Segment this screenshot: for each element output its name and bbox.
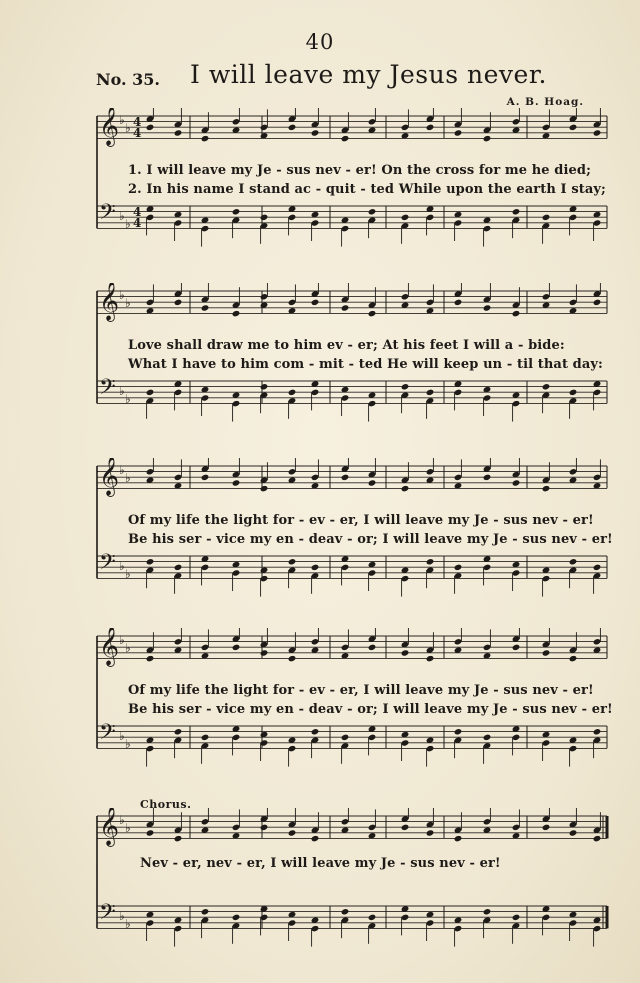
note-head (426, 558, 435, 565)
note-head (311, 728, 320, 735)
system-1-verse-2: 2. In his name I stand ac - quit - ted While upon the earth I stay; (128, 182, 606, 197)
note-head (174, 835, 183, 842)
bass-clef-icon: 𝄢 (99, 200, 116, 230)
note-head (454, 129, 463, 136)
note-head (146, 124, 155, 131)
note-head (368, 310, 377, 317)
note-head (368, 479, 377, 486)
note-head (288, 655, 297, 662)
note-head (146, 829, 155, 836)
note-head (311, 564, 320, 571)
chorus-label: Chorus. (140, 798, 192, 811)
note-head (426, 655, 435, 662)
note-head (512, 644, 521, 651)
note-head (483, 304, 492, 311)
system-5-staves (0, 808, 640, 968)
note-head (593, 129, 602, 136)
note-head (311, 299, 320, 306)
note-head (174, 299, 183, 306)
note-head (341, 734, 350, 741)
note-head (341, 908, 350, 915)
note-head (341, 474, 350, 481)
bass-clef-icon: 𝄢 (99, 720, 116, 750)
flat-icon: ♭ (119, 559, 125, 573)
note-head (288, 829, 297, 836)
system-2-verse-2: What I have to him com - mit - ted He will keep un - til that day: (128, 357, 603, 372)
time-signature: 4 (133, 216, 142, 230)
note-head (260, 824, 269, 831)
note-head (569, 124, 578, 131)
system-4-verse-1: Of my life the light for - ev - er, I will leave my Je - sus nev - er! (128, 683, 594, 698)
system-3-verse-1: Of my life the light for - ev - er, I will leave my Je - sus nev - er! (128, 513, 594, 528)
note-head (341, 135, 350, 142)
note-head (426, 124, 435, 131)
note-head (146, 389, 155, 396)
note-head (401, 485, 410, 492)
note-head (569, 655, 578, 662)
note-head (454, 835, 463, 842)
note-head (483, 135, 492, 142)
note-head (288, 389, 297, 396)
system-1-verse-1: 1. I will leave my Je - sus nev - er! On the cross for me he died; (128, 163, 591, 178)
note-head (454, 564, 463, 571)
system-2-verse-1: Love shall draw me to him ev - er; At his feet I will a - bide: (128, 338, 565, 353)
time-signature: 4 (133, 115, 142, 129)
time-signature: 4 (133, 205, 142, 219)
note-head (401, 214, 410, 221)
note-head (593, 728, 602, 735)
flat-icon: ♭ (119, 384, 125, 398)
flat-icon: ♭ (125, 821, 131, 835)
note-head (569, 389, 578, 396)
flat-icon: ♭ (119, 729, 125, 743)
note-head (288, 558, 297, 565)
flat-icon: ♭ (125, 917, 131, 931)
note-head (341, 304, 350, 311)
treble-clef-icon: 𝄞 (99, 108, 120, 146)
flat-icon: ♭ (125, 121, 131, 135)
note-head (146, 655, 155, 662)
note-head (512, 310, 521, 317)
bass-clef-icon: 𝄢 (99, 375, 116, 405)
note-head (232, 914, 241, 921)
flat-icon: ♭ (125, 392, 131, 406)
note-head (368, 644, 377, 651)
note-head (311, 129, 320, 136)
flat-icon: ♭ (119, 113, 125, 127)
note-head (174, 129, 183, 136)
note-head (368, 914, 377, 921)
flat-icon: ♭ (125, 296, 131, 310)
flat-icon: ♭ (119, 813, 125, 827)
note-head (542, 214, 551, 221)
note-head (260, 383, 269, 390)
note-head (569, 558, 578, 565)
note-head (512, 479, 521, 486)
note-head (201, 908, 210, 915)
note-head (593, 564, 602, 571)
page-number: 40 (305, 30, 335, 54)
note-head (401, 824, 410, 831)
treble-clef-icon: 𝄞 (99, 458, 120, 496)
note-head (174, 728, 183, 735)
note-head (483, 474, 492, 481)
note-head (174, 564, 183, 571)
note-head (232, 208, 241, 215)
note-head (542, 383, 551, 390)
note-head (368, 208, 377, 215)
bass-clef-icon: 𝄢 (99, 900, 116, 930)
note-head (426, 389, 435, 396)
treble-clef-icon: 𝄞 (99, 628, 120, 666)
note-head (454, 299, 463, 306)
note-head (201, 135, 210, 142)
hymn-author: A. B. Hoag. (506, 96, 584, 108)
note-head (201, 304, 210, 311)
note-head (232, 644, 241, 651)
final-bar (606, 816, 609, 838)
flat-icon: ♭ (125, 217, 131, 231)
note-head (512, 208, 521, 215)
flat-icon: ♭ (125, 737, 131, 751)
flat-icon: ♭ (119, 633, 125, 647)
treble-clef-icon: 𝄞 (99, 808, 120, 846)
note-head (542, 649, 551, 656)
note-head (483, 908, 492, 915)
flat-icon: ♭ (125, 471, 131, 485)
note-head (260, 214, 269, 221)
flat-icon: ♭ (125, 567, 131, 581)
note-head (232, 310, 241, 317)
note-head (260, 649, 269, 656)
bass-clef-icon: 𝄢 (99, 550, 116, 580)
note-head (401, 383, 410, 390)
note-head (593, 299, 602, 306)
final-bar (606, 906, 609, 928)
note-head (542, 824, 551, 831)
note-head (512, 914, 521, 921)
time-signature: 4 (133, 126, 142, 140)
note-head (569, 829, 578, 836)
hymn-title: I will leave my Jesus never. (190, 60, 547, 89)
note-head (232, 479, 241, 486)
hymn-number: No. 35. (96, 70, 160, 89)
treble-clef-icon: 𝄞 (99, 283, 120, 321)
note-head (201, 474, 210, 481)
note-head (483, 734, 492, 741)
note-head (593, 835, 602, 842)
note-head (311, 835, 320, 842)
flat-icon: ♭ (119, 209, 125, 223)
note-head (401, 649, 410, 656)
note-head (542, 485, 551, 492)
note-head (146, 558, 155, 565)
chorus-lyric: Nev - er, nev - er, I will leave my Je - sus nev - er! (140, 856, 501, 871)
flat-icon: ♭ (119, 909, 125, 923)
system-4-verse-2: Be his ser - vice my en - deav - or; I will leave my Je - sus nev - er! (128, 702, 613, 717)
note-head (201, 734, 210, 741)
note-head (426, 829, 435, 836)
note-head (454, 728, 463, 735)
system-3-verse-2: Be his ser - vice my en - deav - or; I will leave my Je - sus nev - er! (128, 532, 613, 547)
flat-icon: ♭ (119, 463, 125, 477)
note-head (288, 124, 297, 131)
flat-icon: ♭ (125, 641, 131, 655)
flat-icon: ♭ (119, 288, 125, 302)
note-head (260, 485, 269, 492)
